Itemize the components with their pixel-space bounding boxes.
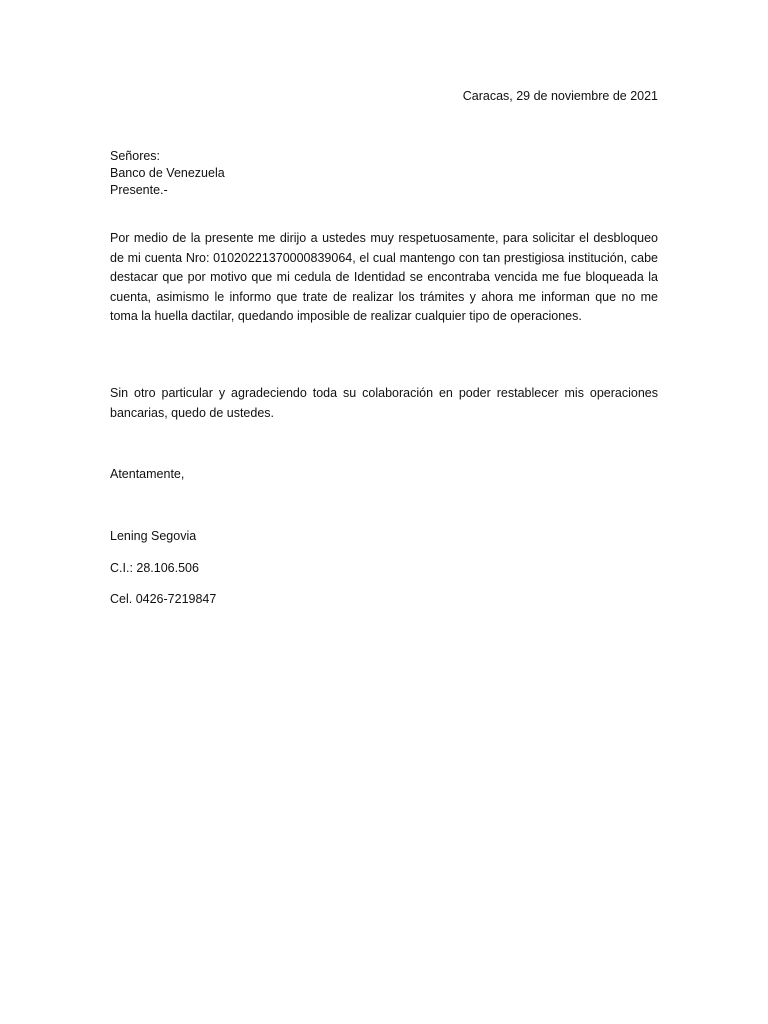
- addressee-bank-name: Banco de Venezuela: [110, 166, 225, 180]
- letter-date: Caracas, 29 de noviembre de 2021: [462, 89, 658, 103]
- closing-salutation: Atentamente,: [110, 467, 185, 481]
- signature-phone: Cel. 0426-7219847: [110, 592, 217, 606]
- signature-id-number: C.I.: 28.106.506: [110, 561, 199, 575]
- addressee-block: [110, 148, 225, 199]
- body-paragraph-closing-remarks: Sin otro particular y agradeciendo toda su colaboración en poder restablecer mis operaciones bancarias, quedo de ustedes.: [110, 386, 658, 420]
- addressee-salutation: Señores:: [110, 149, 161, 163]
- body-paragraph-request: Por medio de la presente me dirijo a ustedes muy respetuosamente, para solicitar el desbloqueo de mi cuenta Nro: 01020221370000839064, el cual mantengo con tan prestigiosa institución, cabe destacar que por motivo que mi cedula de Identidad se encontraba vencida me fue bloqueada la cuenta, asimismo le informo que trate de realizar los trámites y ahora me informan que no me toma la huella dactilar, quedando imposible de realizar cualquier tipo de operaciones.: [110, 231, 658, 323]
- signature-name: Lening Segovia: [110, 529, 197, 543]
- addressee-presente: Presente.-: [110, 183, 168, 197]
